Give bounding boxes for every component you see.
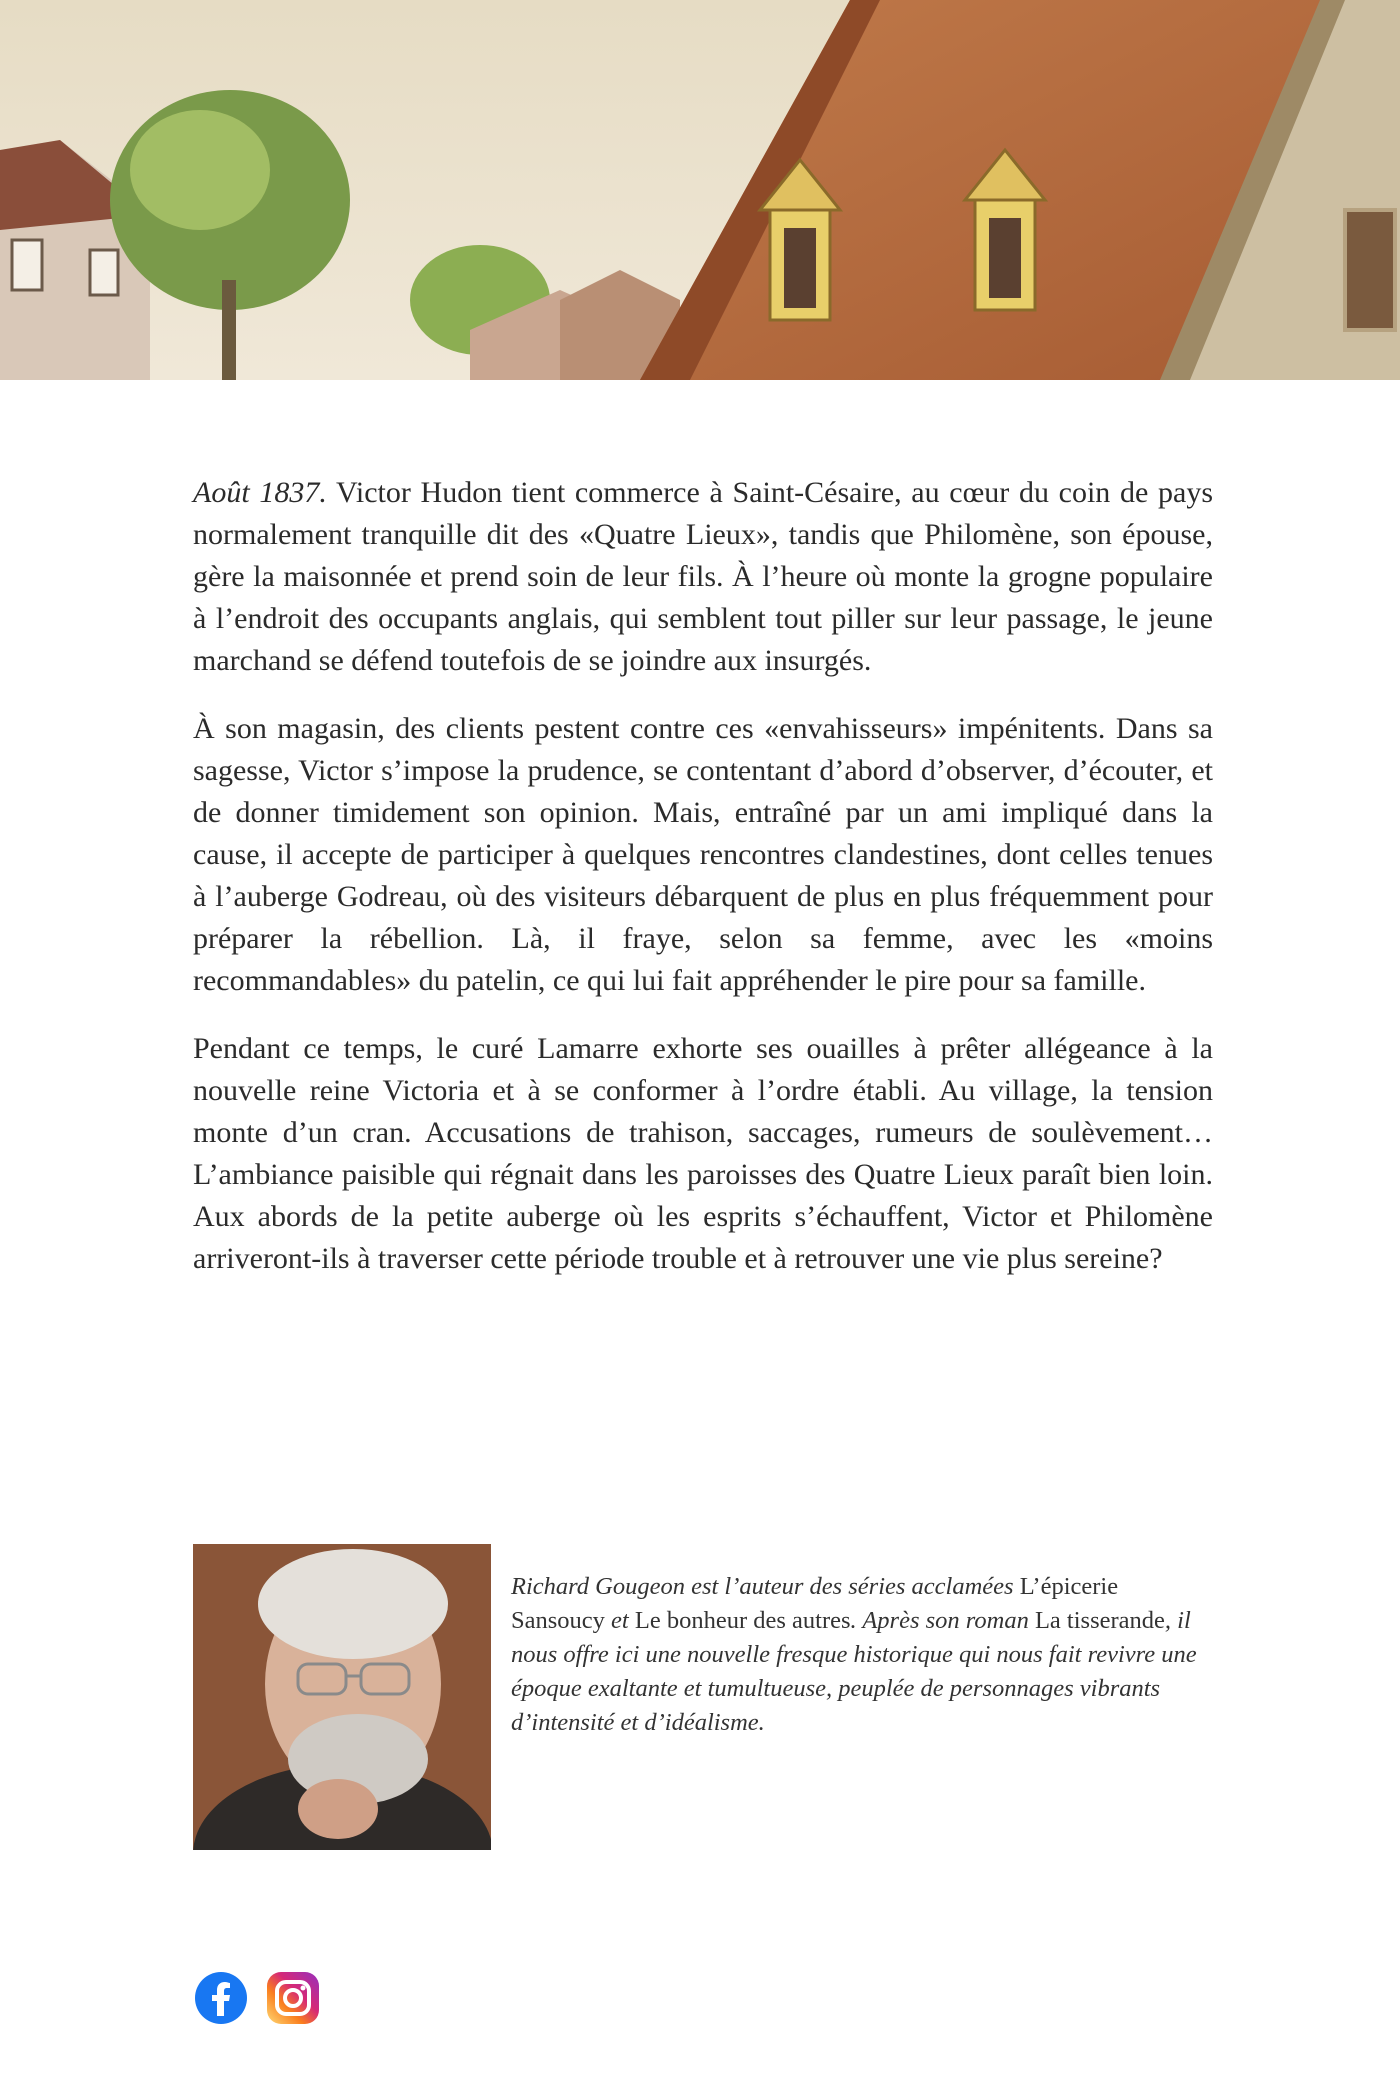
- bio-text-3: . Après son roman: [850, 1607, 1035, 1634]
- social-links: [193, 1970, 321, 2026]
- paragraph-1: [193, 472, 1213, 682]
- paragraph-1-text: Victor Hudon tient commerce à Saint-Césaire, au cœur du coin de pays normalement tranquille dit des «Quatre Lieux», tandis que Philomène, son épouse, gère la maisonnée et prend soin de leur fils. À l’heure où monte la grogne populaire à l’endroit des occupants anglais, qui semblent tout piller sur leur passage, le jeune marchand se défend toutefois de se joindre aux insurgés.: [193, 476, 1213, 677]
- novel-title: La tisserande: [1034, 1607, 1165, 1634]
- author-section: [193, 1544, 1213, 1850]
- bio-text-2: et: [604, 1607, 635, 1634]
- series-title-1: L’épicerie Sansoucy: [511, 1573, 1119, 1634]
- instagram-icon[interactable]: [265, 1970, 321, 2026]
- synopsis: [193, 472, 1213, 1306]
- author-bio: [511, 1570, 1211, 1740]
- cover-illustration: [0, 0, 1400, 380]
- bio-text-4: , il nous offre ici une nouvelle fresque historique qui nous fait revivre une époque exaltante et tumultueuse, peuplée de personnages vibrants d’intensité et d’idéalisme.: [511, 1607, 1197, 1736]
- paragraph-3: Pendant ce temps, le curé Lamarre exhorte ses ouailles à prêter allégeance à la nouvelle reine Victoria et à se conformer à l’ordre établi. Au village, la tension monte d’un cran. Accusations de trahison, saccages, rumeurs de soulèvement… L’ambiance paisible qui régnait dans les paroisses des Quatre Lieux paraît bien loin. Aux abords de la petite auberge où les esprits s’échauffent, Victor et Philomène arriveront-ils à traverser cette période trouble et à retrouver une vie plus sereine?: [193, 1032, 1213, 1275]
- date-label: Août 1837.: [193, 476, 327, 509]
- facebook-icon[interactable]: [193, 1970, 249, 2026]
- series-title-2: Le bonheur des autres: [634, 1607, 851, 1634]
- paragraph-2: À son magasin, des clients pestent contre ces «envahisseurs» impénitents. Dans sa sagesse, Victor s’impose la prudence, se contentant d’abord d’observer, d’écouter, et de donner timidement son opinion. Mais, entraîné par un ami impliqué dans la cause, il accepte de participer à quelques rencontres clandestines, dont celles tenues à l’auberge Godreau, où des visiteurs débarquent de plus en plus fréquemment pour préparer la rébellion. Là, il fraye, selon sa femme, avec les «moins recommandables» du patelin, ce qui lui fait appréhender le pire pour sa famille.: [193, 712, 1213, 997]
- bio-text-1: Richard Gougeon est l’auteur des séries acclamées: [511, 1573, 1020, 1600]
- author-photo: [193, 1544, 491, 1850]
